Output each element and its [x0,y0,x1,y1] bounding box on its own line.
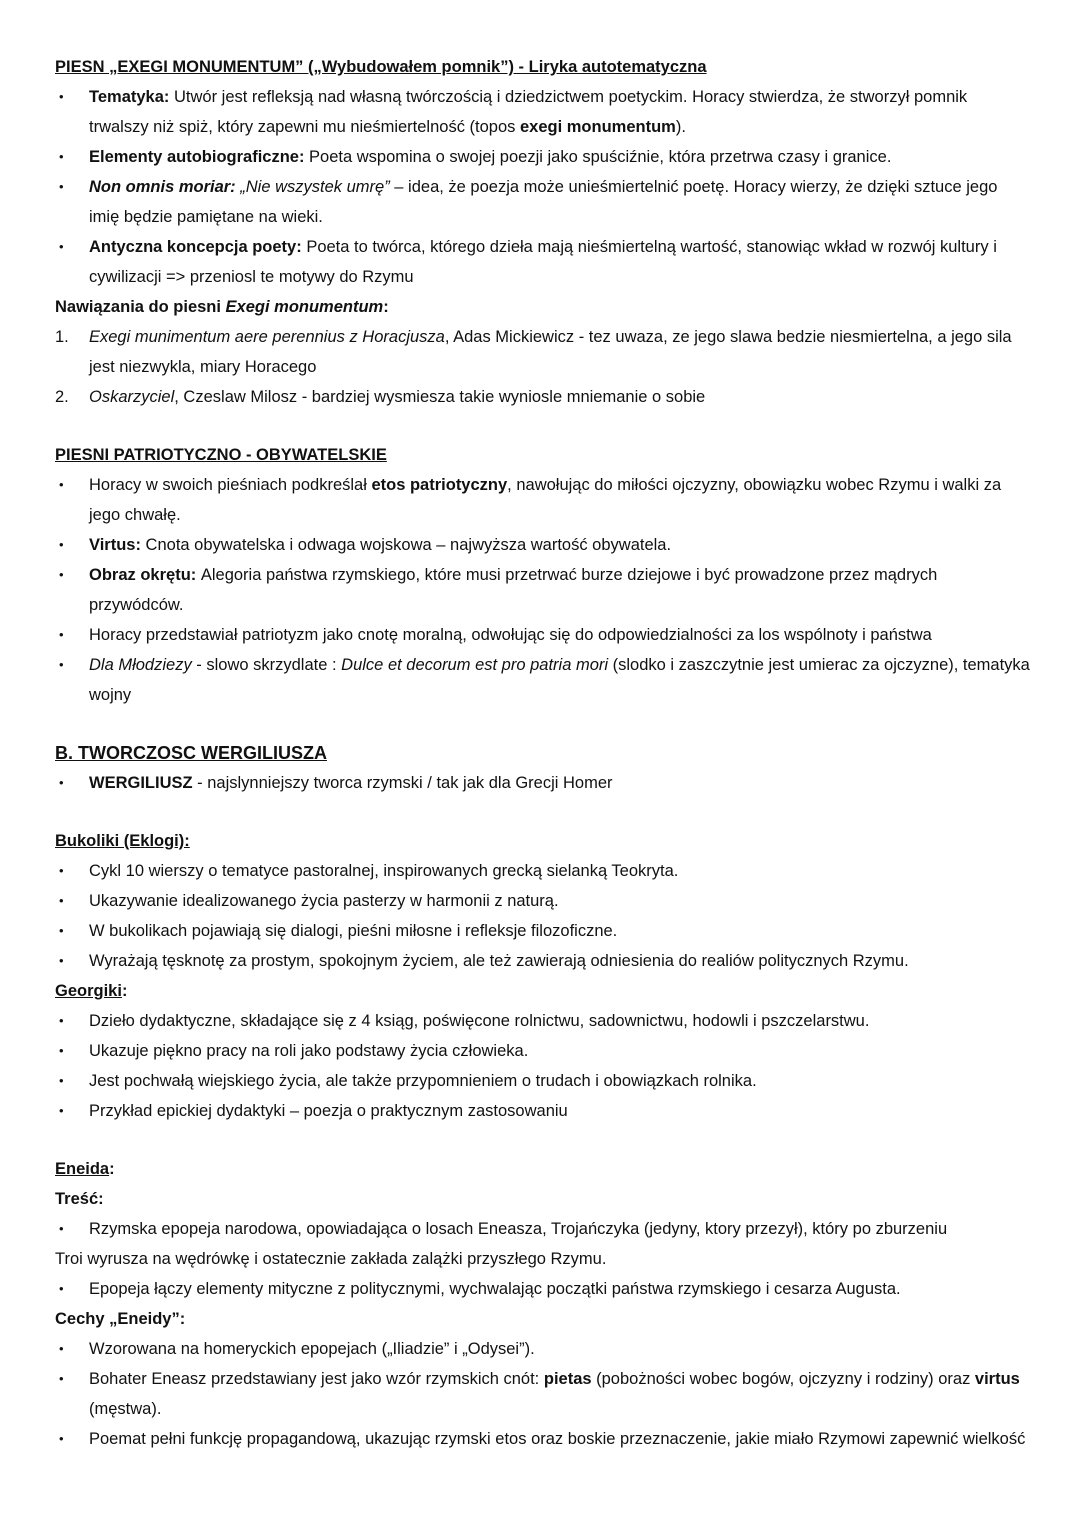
text-run: Cechy „Eneidy”: [55,1310,186,1328]
section-heading [55,738,1030,768]
bullet-marker: • [59,1221,64,1236]
text-run: Elementy autobiograficzne: [89,148,310,166]
bullet-item [55,530,1030,560]
bullet-marker: • [59,537,64,552]
text-content [89,650,1030,710]
text-run: , Adas Mickiewicz - tez uwaza, ze jego slawa bedzie niesmiertelna, a jego sila jest niezwykla, miary Horacego [89,328,1012,376]
number-marker: 2. [55,388,69,406]
text-run: (pobożności wobec bogów, ojczyzny i rodziny) oraz [591,1370,975,1388]
bullet-item [55,1364,1030,1424]
text-run: Non omnis moriar: [89,178,241,196]
text-run: : [383,298,389,316]
text-run: W bukolikach pojawiają się dialogi, pieśni miłosne i refleksje filozoficzne. [89,922,618,940]
spacer [55,1126,1030,1154]
text-content [89,620,1030,650]
text-content [89,916,1030,946]
bullet-item [55,916,1030,946]
text-run: pietas [543,1370,592,1388]
bullet-marker: • [59,863,64,878]
bullet-item [55,1096,1030,1126]
text-run: PIESNI PATRIOTYCZNO - OBYWATELSKIE [55,446,387,464]
paragraph [55,1154,1030,1184]
bullet-marker: • [59,657,64,672]
bullet-item [55,82,1030,142]
bullet-marker: • [59,1341,64,1356]
text-content [55,738,1030,768]
text-content [89,946,1030,976]
text-run: Dulce et decorum est pro patria mori [341,656,609,674]
text-content [89,1334,1030,1364]
text-run: Przykład epickiej dydaktyki – poezja o praktycznym zastosowaniu [89,1102,568,1120]
paragraph [55,976,1030,1006]
bullet-marker: • [59,953,64,968]
paragraph [55,1304,1030,1334]
text-run: Virtus: [89,536,146,554]
bullet-item [55,856,1030,886]
text-content [89,322,1030,382]
text-run: Exegi munimentum aere perennius z Horacjusza [89,328,445,346]
text-run: Cykl 10 wierszy o tematyce pastoralnej, inspirowanych grecką sielanką Teokryta. [89,862,679,880]
bullet-marker: • [59,179,64,194]
text-run: Troi wyrusza na wędrówkę i ostatecznie zakłada zalążki przyszłego Rzymu. [55,1250,607,1268]
text-run: Epopeja łączy elementy mityczne z politycznymi, wychwalając początki państwa rzymskiego i cesarza Augusta. [89,1280,901,1298]
text-content [89,1424,1030,1454]
bullet-marker: • [59,1371,64,1386]
text-run: B. TWORCZOSC WERGILIUSZA [55,743,327,763]
text-content [89,1066,1030,1096]
text-run: Horacy w swoich pieśniach podkreślał [89,476,372,494]
text-content [55,52,1030,82]
text-run: Nawiązania do piesni [55,298,226,316]
text-run: Oskarzyciel [89,388,175,406]
text-content [89,382,1030,412]
bullet-marker: • [59,1013,64,1028]
text-run: Treść: [55,1190,104,1208]
text-run: „Nie wszystek umrę” [240,178,390,196]
bullet-marker: • [59,149,64,164]
bullet-item [55,172,1030,232]
text-content [55,1244,1030,1274]
text-run: - slowo skrzydlate : [191,656,342,674]
bullet-item [55,650,1030,710]
numbered-item [55,382,1030,412]
text-run: Georgiki [55,982,122,1000]
text-content [55,292,1030,322]
text-run: Cnota obywatelska i odwaga wojskowa – najwyższa wartość obywatela. [145,536,672,554]
text-run: Eneida [55,1160,110,1178]
text-run: , Czeslaw Milosz - bardziej wysmiesza takie wyniosle mniemanie o sobie [174,388,706,406]
text-content [55,1184,1030,1214]
text-run: Obraz okrętu: [89,566,201,584]
text-run: : [109,1160,115,1178]
numbered-item [55,322,1030,382]
bullet-item [55,1036,1030,1066]
bullet-marker: • [59,1431,64,1446]
bullet-marker: • [59,89,64,104]
text-run: - najslynniejszy tworca rzymski / tak jak dla Grecji Homer [192,774,613,792]
bullet-marker: • [59,775,64,790]
text-run: Poemat pełni funkcję propagandową, ukazując rzymski etos oraz boskie przeznaczenie, jakie miało Rzymowi zapewnić wielkość [89,1430,1026,1448]
bullet-marker: • [59,567,64,582]
text-run: exegi monumentum [519,118,676,136]
paragraph [55,1184,1030,1214]
bullet-item [55,1006,1030,1036]
text-run: Poeta to twórca, którego dzieła mają nieśmiertelną wartość, stanowiąc wkład w rozwój kultury i cywilizacji => przeniosl te motywy do Rzymu [89,238,997,286]
text-run: Dla Młodziezy [89,656,192,674]
text-run: Alegoria państwa rzymskiego, które musi przetrwać burze dziejowe i być prowadzone przez mądrych przywódców. [89,566,938,614]
text-content [55,826,1030,856]
text-run: ). [675,118,686,136]
text-content [89,560,1030,620]
text-content [89,886,1030,916]
bullet-item [55,946,1030,976]
text-run: Wyrażają tęsknotę za prostym, spokojnym życiem, ale też zawierają odniesienia do realiów politycznych Rzymu. [89,952,909,970]
text-content [89,470,1030,530]
text-run: WERGILIUSZ [89,774,193,792]
bullet-marker: • [59,1103,64,1118]
text-run: Tematyka: [89,88,174,106]
bullet-item [55,1214,1030,1244]
bullet-marker: • [59,923,64,938]
bullet-item [55,1274,1030,1304]
bullet-item [55,232,1030,292]
text-run: Ukazywanie idealizowanego życia pasterzy w harmonii z naturą. [89,892,559,910]
text-run: , nawołując do miłości ojczyzny, obowiązku wobec Rzymu i walki za jego chwałę. [89,476,1002,524]
bullet-item [55,1334,1030,1364]
spacer [55,412,1030,440]
bullet-marker: • [59,239,64,254]
text-content [89,1214,1030,1244]
text-run: Exegi monumentum [225,298,384,316]
text-content [89,768,1030,798]
text-run: Ukazuje piękno pracy na roli jako podstawy życia człowieka. [89,1042,529,1060]
text-content [89,1036,1030,1066]
text-content [89,530,1030,560]
bullet-marker: • [59,1281,64,1296]
bullet-marker: • [59,1043,64,1058]
text-run: : [121,982,128,1000]
bullet-item [55,560,1030,620]
text-run: – idea, że poezja może unieśmiertelnić poetę. Horacy wierzy, że dzięki sztuce jego imię będzie pamiętane na wieki. [89,178,998,226]
text-run: virtus [974,1370,1020,1388]
text-run: Utwór jest refleksją nad własną twórczością i dziedzictwem poetyckim. Horacy stwierdza, że stworzył pomnik trwalszy niż spiż, który zapewni mu nieśmiertelność (topos [89,88,968,136]
section-heading [55,52,1030,82]
text-content [89,142,1030,172]
paragraph [55,292,1030,322]
spacer [55,798,1030,826]
bullet-item [55,886,1030,916]
text-run: Poeta wspomina o swojej poezji jako spuściźnie, która przetrwa czasy i granice. [309,148,892,166]
bullet-item [55,1066,1030,1096]
text-content [89,1274,1030,1304]
bullet-item [55,620,1030,650]
bullet-item [55,470,1030,530]
text-run: Wzorowana na homeryckich epopejach („Iliadzie” i „Odysei”). [89,1340,535,1358]
number-marker: 1. [55,328,69,346]
text-content [89,232,1030,292]
text-run: PIESN „EXEGI MONUMENTUM” („Wybudowałem pomnik”) - Liryka autotematyczna [55,58,707,76]
text-content [89,1096,1030,1126]
text-run: Jest pochwałą wiejskiego życia, ale także przypomnieniem o trudach i obowiązkach rolnika. [89,1072,757,1090]
bullet-marker: • [59,1073,64,1088]
spacer [55,710,1030,738]
document-body [55,52,1030,1454]
text-content [89,856,1030,886]
text-run: Antyczna koncepcja poety: [89,238,307,256]
text-content [89,82,1030,142]
text-run: Horacy przedstawiał patriotyzm jako cnotę moralną, odwołując się do odpowiedzialności za los wspólnoty i państwa [89,626,932,644]
text-run: (męstwa). [89,1400,162,1418]
text-run: Rzymska epopeja narodowa, opowiadająca o losach Eneasza, Trojańczyka (jedyny, ktory przezył), który po zburzeniu [89,1220,948,1238]
bullet-marker: • [59,627,64,642]
text-content [55,1154,1030,1184]
text-content [55,1304,1030,1334]
bullet-item [55,1424,1030,1454]
bullet-item [55,768,1030,798]
text-run: Bohater Eneasz przedstawiany jest jako wzór rzymskich cnót: [89,1370,544,1388]
text-run: (slodko i zaszczytnie jest umierac za ojczyzne), tematyka wojny [89,656,1030,704]
text-run: Bukoliki (Eklogi): [55,832,190,850]
text-content [55,976,1030,1006]
text-content [89,172,1030,232]
text-run: etos patriotyczny [371,476,508,494]
bullet-marker: • [59,893,64,908]
bullet-marker: • [59,477,64,492]
text-content [89,1006,1030,1036]
text-content [55,440,1030,470]
paragraph [55,1244,1030,1274]
text-content [89,1364,1030,1424]
section-heading [55,440,1030,470]
text-run: Dzieło dydaktyczne, składające się z 4 ksiąg, poświęcone rolnictwu, sadownictwu, hodowli i pszczelarstwu. [89,1012,870,1030]
bullet-item [55,142,1030,172]
paragraph [55,826,1030,856]
